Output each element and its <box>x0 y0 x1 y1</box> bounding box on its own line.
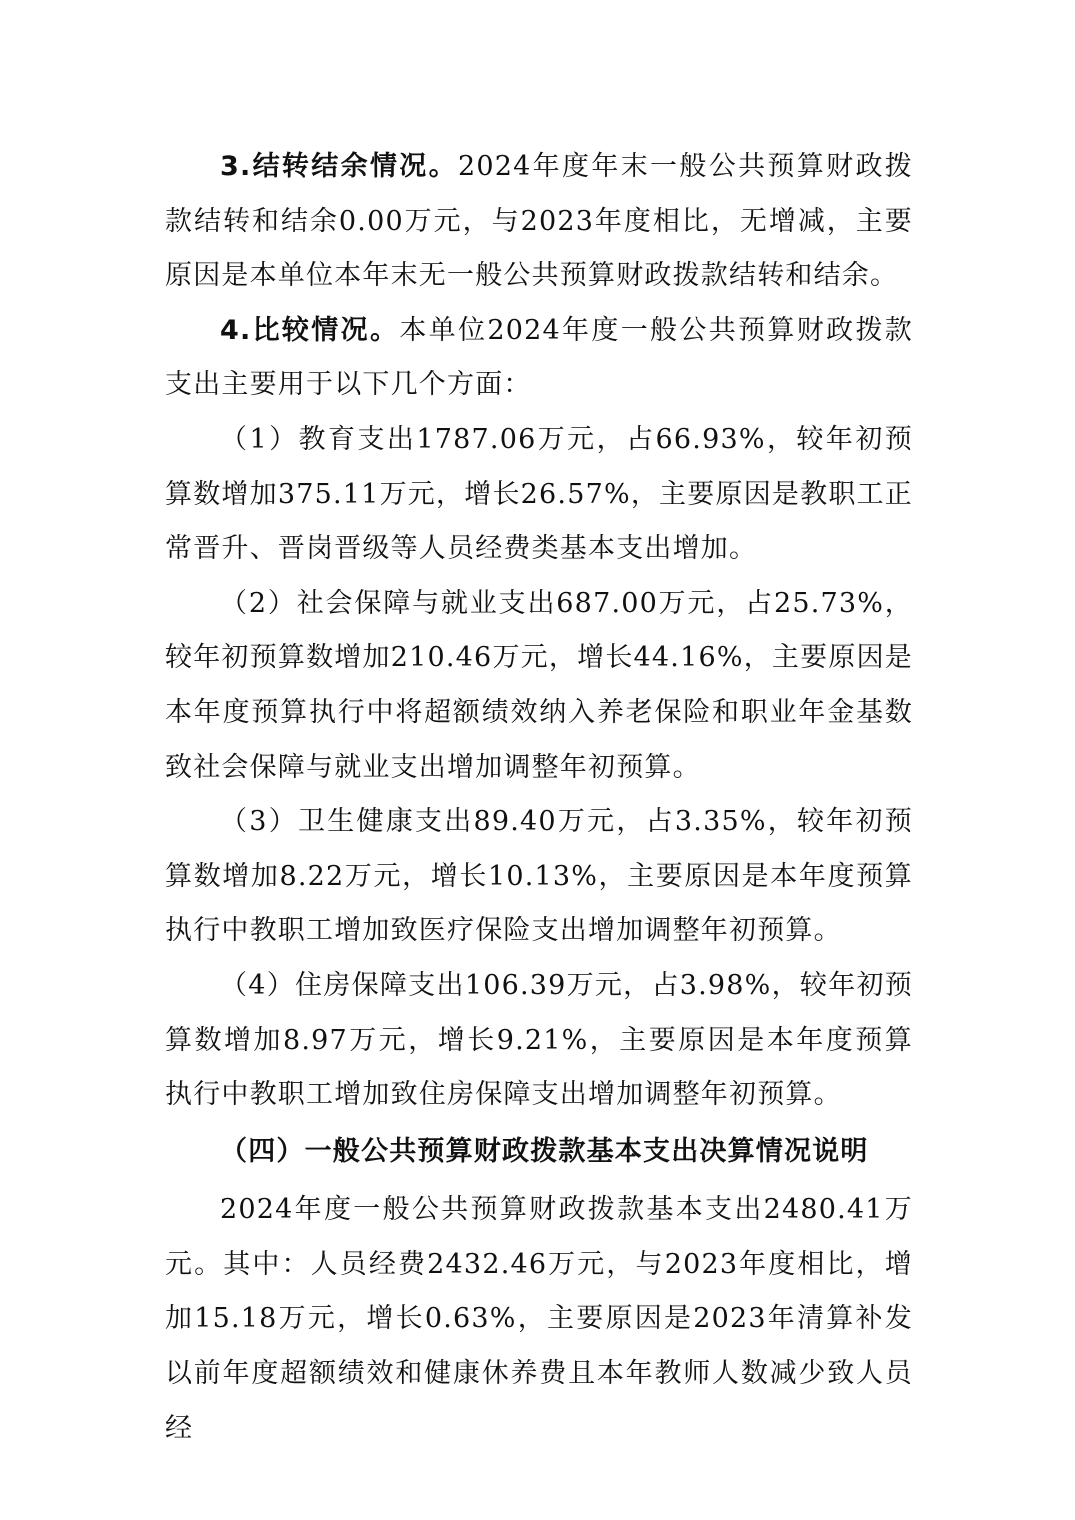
paragraph-heading-comparison: 4.比较情况。 <box>220 314 400 346</box>
paragraph-education: （1）教育支出1787.06万元，占66.93%，较年初预算数增加375.11万元，增长26.57%，主要原因是教职工正常晋升、晋岗晋级等人员经费类基本支出增加。 <box>165 423 913 565</box>
paragraph-housing: （4）住房保障支出106.39万元，占3.98%，较年初预算数增加8.97万元，增长9.21%，主要原因是本年度预算执行中教职工增加致住房保障支出增加调整年初预算。 <box>165 969 913 1111</box>
paragraph-social-security: （2）社会保障与就业支出687.00万元，占25.73%，较年初预算数增加210.46万元，增长44.16%，主要原因是本年度预算执行中将超额绩效纳入养老保险和职业年金基数致社会保障与就业支出增加调整年初预算。 <box>165 587 913 783</box>
paragraph-comparison <box>165 304 913 413</box>
paragraph-basic-expenditure: 2024年度一般公共预算财政拨款基本支出2480.41万元。其中：人员经费2432.46万元，与2023年度相比，增加15.18万元，增长0.63%，主要原因是2023年清算补发以前年度超额绩效和健康休养费且本年教师人数减少致人员经 <box>165 1194 913 1444</box>
paragraph-carryover <box>165 140 913 304</box>
section-heading-basic-expenditure: （四）一般公共预算财政拨款基本支出决算情况说明 <box>220 1135 869 1167</box>
paragraph-body-carryover: 2024年度年末一般公共预算财政拨款结转和结余0.00万元，与2023年度相比，无增减，主要原因是本单位本年末无一般公共预算财政拨款结转和结余。 <box>165 151 913 292</box>
paragraph-heading-carryover: 3.结转结余情况。 <box>220 151 458 182</box>
paragraph-health: （3）卫生健康支出89.40万元，占3.35%，较年初预算数增加8.22万元，增长10.13%，主要原因是本年度预算执行中教职工增加致医疗保险支出增加调整年初预算。 <box>165 806 913 947</box>
paragraph-body-comparison: 本单位2024年度一般公共预算财政拨款支出主要用于以下几个方面： <box>165 314 913 401</box>
